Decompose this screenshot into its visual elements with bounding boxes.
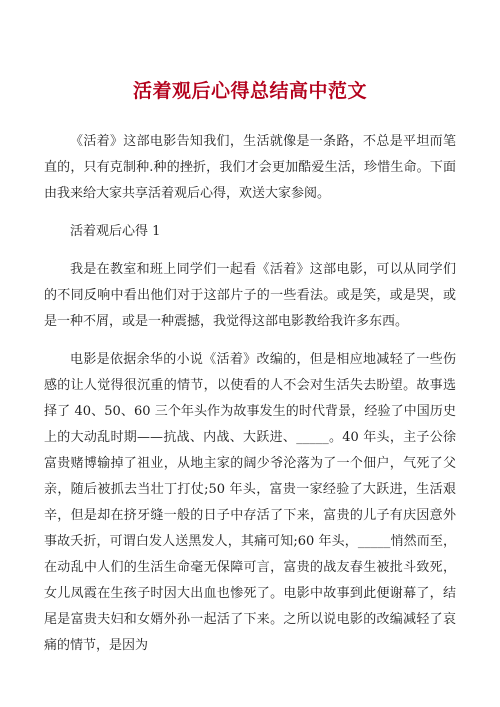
intro-paragraph: 《活着》这部电影告知我们，生活就像是一条路，不总是平坦而笔直的，只有克制种.种的挫折，我们才会更加酷爱生活，珍惜生命。下面由我来给大家共享活着观后心得，欢送大家参阅。 [44,134,456,201]
body-paragraph-2: 电影是依据余华的小说《活着》改编的，但是相应地减轻了一些伤感的让人觉得很沉重的情节，以使看的人不会对生活失去盼望。故事选择了 40、50、60 三个年头作为故事发生的时代背景，经验了中国历史上的大动乱时期——抗战、内战、大跃进、_____。40 年头，主子公徐富贵赌博输掉了祖业，从地主家的阔少爷沦落为了一个佃户，气死了父亲，随后被抓去当壮丁打仗;50 年头，富贵一家经验了大跃进，生活艰辛，但是却在挤牙缝一般的日子中存活了下来，富贵的儿子有庆因意外事故夭折，可谓白发人送黑发人，其痛可知;60 年头，_____悄然而至，在动乱中人们的生活生命毫无保障可言，富贵的战友春生被批斗致死，女儿凤霞在生孩子时因大出血也惨死了。电影中故事到此便谢幕了，结尾是富贵夫妇和女婿外孙一起活了下来。之所以说电影的改编减轻了哀痛的情节，是因为 [44,352,456,653]
section-heading: 活着观后心得 1 [70,224,161,239]
body-paragraph-1: 我是在教室和班上同学们一起看《活着》这部电影，可以从同学们的不同反响中看出他们对于这部片子的一些看法。或是笑，或是哭，或是一种不屑，或是一种震撼，我觉得这部电影教给我许多东西。 [44,262,456,329]
document-title: 活着观后心得总结高中范文 [132,80,367,102]
